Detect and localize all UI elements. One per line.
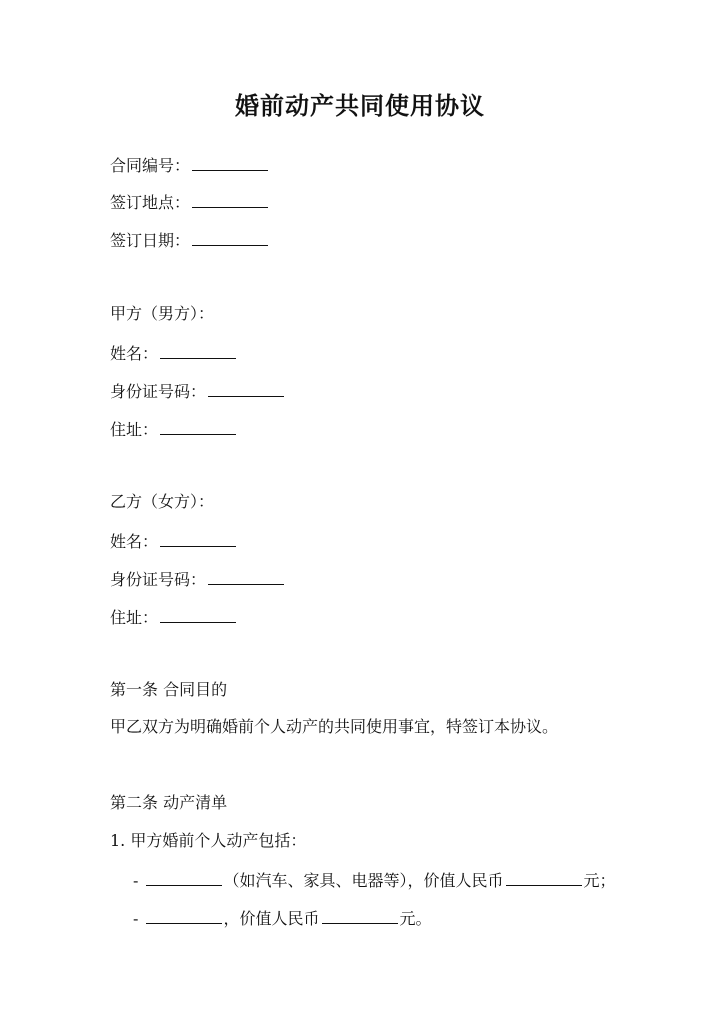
party-b-name-label: 姓名： [110,532,159,551]
party-a-name-line [110,340,238,366]
bullet2-value-blank[interactable] [322,905,398,924]
contract-no-blank[interactable] [192,152,268,171]
article2-bullet2 [133,905,432,931]
article1-body: 甲乙双方为明确婚前个人动产的共同使用事宜，特签订本协议。 [110,717,559,736]
party-b-heading: 乙方（女方）： [110,492,215,511]
article2-bullet1 [133,867,616,893]
party-b-address-blank[interactable] [160,604,236,623]
party-a-heading: 甲方（男方）： [110,304,215,323]
party-a-id-line [110,378,286,404]
bullet2-dash: - [133,909,144,928]
sign-place-line [110,189,270,215]
party-a-address-label: 住址： [110,420,159,439]
party-b-name-line [110,528,238,554]
contract-no-label: 合同编号： [110,156,191,175]
party-a-id-blank[interactable] [208,378,284,397]
bullet1-dash: - [133,871,144,890]
party-b-id-line [110,566,286,592]
sign-date-label: 签订日期： [110,231,191,250]
party-a-address-line [110,416,238,442]
document-title: 婚前动产共同使用协议 [235,91,485,120]
sign-place-blank[interactable] [192,189,268,208]
bullet2-end: 元。 [399,909,432,928]
sign-place-label: 签订地点： [110,193,191,212]
party-a-name-blank[interactable] [160,340,236,359]
party-b-id-blank[interactable] [208,566,284,585]
party-a-address-blank[interactable] [160,416,236,435]
article2-heading: 第二条 动产清单 [110,793,228,812]
sign-date-blank[interactable] [192,227,268,246]
bullet2-middle: ，价值人民币 [223,909,320,928]
party-a-name-label: 姓名： [110,344,159,363]
article1-heading: 第一条 合同目的 [110,680,228,699]
bullet2-item-blank[interactable] [146,905,222,924]
party-b-name-blank[interactable] [160,528,236,547]
party-b-address-line [110,604,238,630]
bullet1-middle: （如汽车、家具、电器等），价值人民币 [223,871,504,890]
party-b-id-label: 身份证号码： [110,570,207,589]
bullet1-item-blank[interactable] [146,867,222,886]
sign-date-line [110,227,270,253]
bullet1-value-blank[interactable] [506,867,582,886]
contract-no-line [110,152,270,178]
article2-item1: 1. 甲方婚前个人动产包括： [110,831,307,850]
party-a-id-label: 身份证号码： [110,382,207,401]
bullet1-end: 元； [583,871,616,890]
party-b-address-label: 住址： [110,608,159,627]
